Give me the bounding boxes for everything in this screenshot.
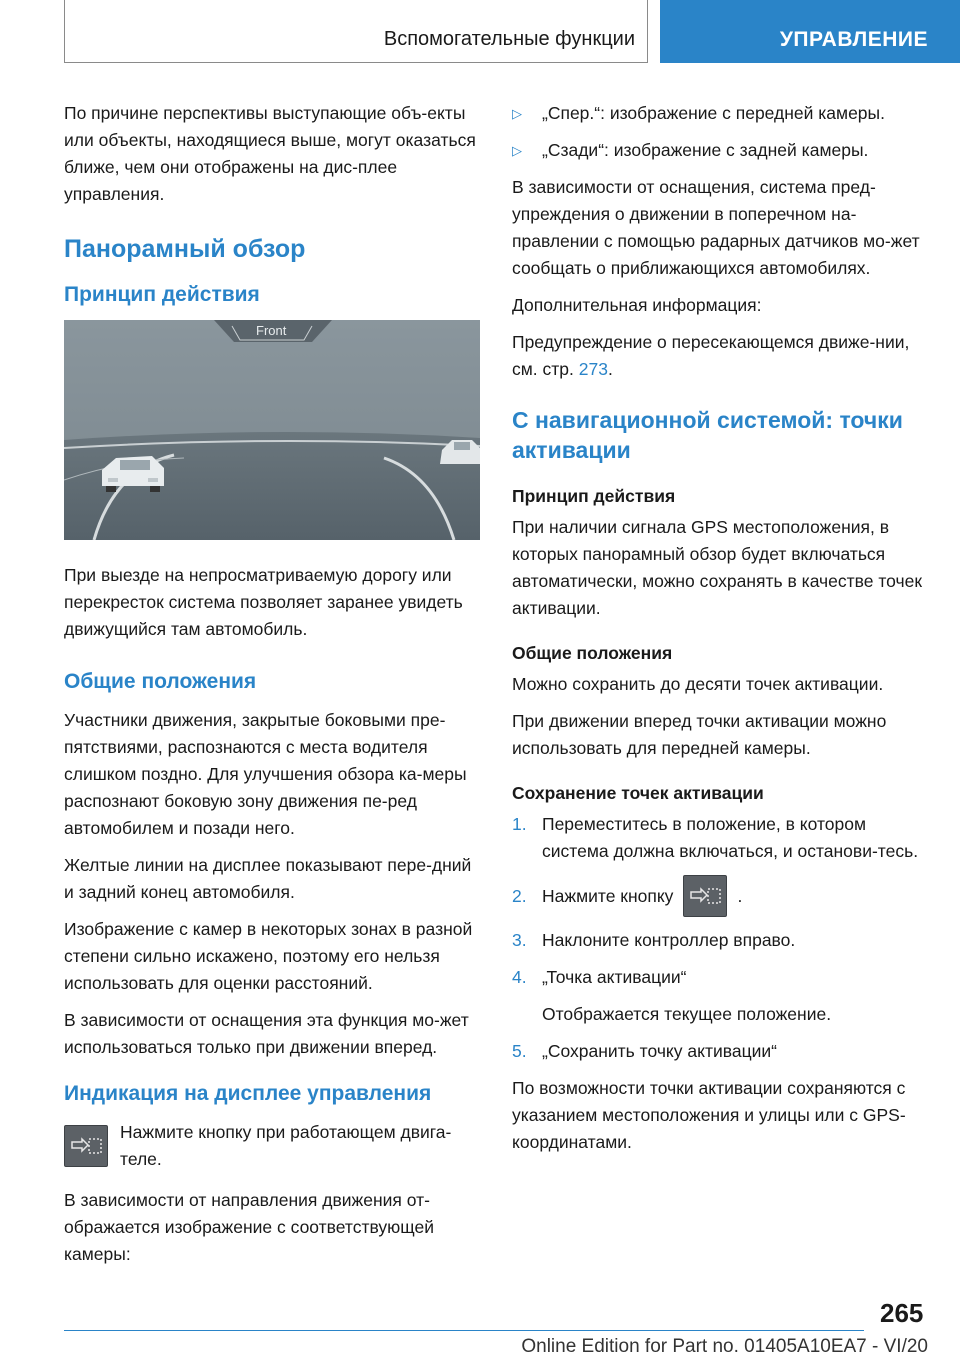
camera-view-image xyxy=(64,320,480,540)
step-3 xyxy=(512,927,928,954)
footer-edition: Online Edition for Part no. 01405A10EA7 - VI/20 xyxy=(521,1336,928,1357)
display-button-instruction xyxy=(64,1119,480,1173)
intro-paragraph: По причине перспективы выступающие объ-екты или объекты, находящиеся выше, могут оказаться ближе, чем они отображены на дис-плее управления. xyxy=(64,103,476,204)
general-paragraph-2: Желтые линии на дисплее показывают пере-дний и задний конец автомобиля. xyxy=(64,855,472,902)
activation-general-paragraph-2: При движении вперед точки активации можно использовать для передней камеры. xyxy=(512,711,887,758)
crosstraffic-reference-text: Предупреждение о пересекающемся движе-нии, см. стр. xyxy=(512,332,910,379)
bullet-front-camera xyxy=(512,100,928,127)
general-paragraph-1: Участники движения, закрытые боковыми пре-пятствиями, распознаются с места водителя слишком поздно. Для улучшения обзора ка-меры распознают боковую зону движения пе-ред автомобилем и позади него. xyxy=(64,710,467,838)
heading-panorama: Панорамный обзор xyxy=(64,235,306,263)
camera-button-icon xyxy=(683,875,727,917)
reference-period: . xyxy=(607,359,613,379)
step-1 xyxy=(512,811,928,865)
crosstraffic-reference xyxy=(512,329,928,383)
activation-general-paragraph-1: Можно сохранить до десяти точек активации. xyxy=(512,674,884,694)
step-number: 3. xyxy=(512,930,527,950)
crosstraffic-paragraph: В зависимости от оснащения, система пред-упреждения о движении в поперечном на-правлении с помощью радарных датчиков мо-жет сообщать о приближающихся автомобилях. xyxy=(512,177,920,278)
step-text: Нажмите кнопку xyxy=(542,885,674,906)
step-5 xyxy=(512,1038,928,1065)
header-chapter-title: УПРАВЛЕНИЕ xyxy=(779,28,928,51)
bullet-triangle-icon: ▷ xyxy=(512,106,522,121)
bullet-triangle-icon: ▷ xyxy=(512,143,522,158)
heading-principle-right: Принцип действия xyxy=(512,486,676,506)
general-paragraph-4: В зависимости от оснащения эта функция мо-жет использоваться только при движении вперед. xyxy=(64,1010,469,1057)
bullet-text: „Сзади“: изображение с задней камеры. xyxy=(542,140,869,160)
step-4-note xyxy=(512,1001,928,1028)
page-link-273[interactable]: 273 xyxy=(578,359,608,379)
heading-general: Общие положения xyxy=(64,670,257,693)
heading-save-points: Сохранение точек активации xyxy=(512,783,764,803)
step-4 xyxy=(512,964,928,991)
camera-button-icon xyxy=(64,1125,108,1167)
step-text: Наклоните контроллер вправо. xyxy=(542,930,796,950)
step-text: „Сохранить точку активации“ xyxy=(542,1041,778,1061)
header-section-title: Вспомогательные функции xyxy=(383,28,635,50)
general-paragraph-3: Изображение с камер в некоторых зонах в разной степени сильно искажено, поэтому его нельзя использовать для оценки расстояний. xyxy=(64,919,473,993)
final-paragraph: По возможности точки активации сохраняются с указанием местоположения и улицы или с GPS-координатами. xyxy=(512,1078,906,1152)
bullet-text: „Спер.“: изображение с передней камеры. xyxy=(542,103,885,123)
page-number: 265 xyxy=(880,1298,924,1328)
step-number: 2. xyxy=(512,885,527,906)
heading-display: Индикация на дисплее управления xyxy=(64,1082,432,1105)
step-text: „Точка активации“ xyxy=(542,967,687,987)
right-column xyxy=(512,100,928,1166)
step-number: 4. xyxy=(512,967,527,987)
step-number: 5. xyxy=(512,1041,527,1061)
step-text: Переместитесь в положение, в котором система должна включаться, и останови-тесь. xyxy=(542,814,919,861)
bullet-rear-camera xyxy=(512,137,928,164)
step-text-after: . xyxy=(737,885,743,906)
heading-principle: Принцип действия xyxy=(64,283,260,306)
additional-info-label: Дополнительная информация: xyxy=(512,295,762,315)
step-subtext: Отображается текущее положение. xyxy=(542,1004,832,1024)
principle-paragraph: При выезде на непросматриваемую дорогу или перекресток система позволяет заранее увидеть движущийся там автомобиль. xyxy=(64,565,463,639)
display-paragraph-2: В зависимости от направления движения от-ображается изображение с соответствующей камеры: xyxy=(64,1190,435,1264)
left-column xyxy=(64,100,480,1278)
display-button-text: Нажмите кнопку при работающем двига-теле. xyxy=(120,1122,452,1169)
header-section-box xyxy=(64,0,648,63)
header-chapter-tab xyxy=(660,0,960,63)
camera-view-illustration xyxy=(64,320,480,540)
heading-general-right: Общие положения xyxy=(512,643,673,663)
activation-principle-paragraph: При наличии сигнала GPS местоположения, в которых панорамный обзор будет включаться автоматически, можно сохранять в качестве точек активации. xyxy=(512,517,923,618)
step-number: 1. xyxy=(512,814,527,834)
heading-navigation: С навигационной системой: точки активации xyxy=(512,407,903,463)
camera-front-label: Front xyxy=(256,323,287,338)
footer-divider xyxy=(64,1330,864,1331)
step-2 xyxy=(512,875,928,917)
